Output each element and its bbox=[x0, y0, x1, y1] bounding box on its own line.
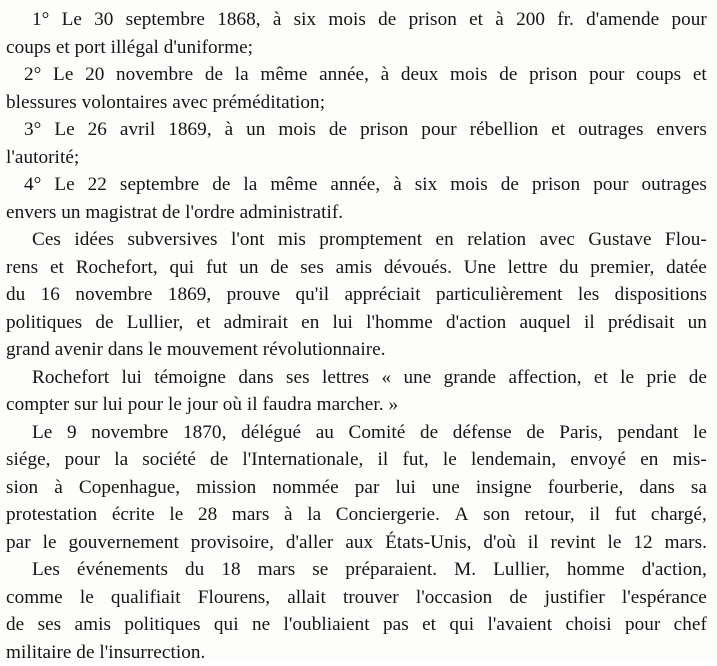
text-word: mois bbox=[450, 61, 488, 89]
text-word: délégué bbox=[241, 419, 301, 447]
text-line-content: militaire de l'insurrection. bbox=[6, 639, 205, 666]
text-word: pas bbox=[383, 611, 409, 639]
text-word: un bbox=[239, 254, 258, 282]
text-word: mois bbox=[328, 6, 366, 34]
text-word: pour bbox=[421, 116, 456, 144]
text-word: promptement bbox=[319, 226, 422, 254]
text-word: le bbox=[693, 419, 707, 447]
text-line bbox=[6, 556, 707, 584]
text-line bbox=[6, 144, 707, 172]
text-word: septembre bbox=[126, 6, 205, 34]
text-word: qualifiait bbox=[111, 584, 181, 612]
text-word: lettres bbox=[322, 364, 369, 392]
text-word: chargé, bbox=[651, 501, 707, 529]
text-word: particulièrement bbox=[436, 281, 563, 309]
text-word: États-Unis, bbox=[385, 529, 471, 557]
text-word: outrages bbox=[642, 171, 707, 199]
text-word: Rochefort bbox=[32, 364, 109, 392]
text-word: ses bbox=[300, 254, 324, 282]
text-word: pour bbox=[625, 611, 660, 639]
text-word: admirait bbox=[224, 309, 288, 337]
text-word: pour bbox=[671, 6, 706, 34]
text-word: l'espérance bbox=[622, 584, 707, 612]
text-word: choisi bbox=[565, 611, 611, 639]
text-word: et bbox=[469, 6, 483, 34]
text-word: novembre bbox=[116, 61, 193, 89]
text-word: la bbox=[114, 446, 128, 474]
text-line bbox=[6, 336, 707, 364]
text-line bbox=[6, 281, 707, 309]
text-word: chef bbox=[674, 611, 707, 639]
text-line-content: l'autorité; bbox=[6, 144, 79, 172]
text-word: qui bbox=[170, 254, 195, 282]
text-word: même bbox=[270, 171, 317, 199]
text-word: et bbox=[197, 309, 211, 337]
text-word: qui bbox=[214, 611, 239, 639]
text-word: ses bbox=[286, 364, 310, 392]
text-word: de bbox=[378, 6, 396, 34]
text-word: en bbox=[436, 226, 454, 254]
text-word: dans bbox=[238, 364, 273, 392]
text-word: le bbox=[608, 529, 622, 557]
text-word: la bbox=[243, 171, 257, 199]
text-word: relation bbox=[467, 226, 526, 254]
text-line bbox=[6, 61, 707, 89]
text-word: amis bbox=[75, 611, 111, 639]
text-word: rébellion bbox=[470, 116, 539, 144]
text-word: à bbox=[225, 116, 234, 144]
text-word: mars bbox=[232, 501, 270, 529]
text-word: ne bbox=[252, 611, 270, 639]
text-word: du bbox=[559, 254, 578, 282]
text-word: prédisait bbox=[608, 309, 675, 337]
text-line bbox=[6, 364, 707, 392]
text-word: avec bbox=[540, 226, 575, 254]
text-word: la bbox=[235, 61, 249, 89]
text-word: de bbox=[210, 446, 228, 474]
text-word: dévoués. bbox=[384, 254, 452, 282]
text-word: Gustave bbox=[588, 226, 651, 254]
text-word: retour, bbox=[525, 501, 575, 529]
text-line-content: envers un magistrat de l'ordre administratif. bbox=[6, 199, 343, 227]
text-word: justifier bbox=[545, 584, 605, 612]
text-word: mois bbox=[278, 116, 316, 144]
text-word: Lullier, bbox=[127, 309, 184, 337]
text-word: « bbox=[381, 364, 391, 392]
text-line bbox=[6, 446, 707, 474]
text-word: à bbox=[381, 61, 390, 89]
text-line bbox=[6, 611, 707, 639]
text-word: l'Internationale, bbox=[242, 446, 363, 474]
text-word: prison bbox=[529, 61, 577, 89]
text-line bbox=[6, 419, 707, 447]
text-word: un bbox=[246, 116, 265, 144]
text-word: subversives bbox=[127, 226, 217, 254]
text-word: mis bbox=[278, 226, 306, 254]
text-word: à bbox=[284, 501, 293, 529]
text-word: et bbox=[50, 254, 64, 282]
text-word: écrite bbox=[112, 501, 155, 529]
text-word: pour bbox=[65, 446, 100, 474]
text-word: amis bbox=[336, 254, 372, 282]
text-word: mis- bbox=[673, 446, 707, 474]
text-word: Flou- bbox=[665, 226, 707, 254]
text-word: provisoire, bbox=[191, 529, 274, 557]
text-word: revint bbox=[551, 529, 596, 557]
text-word: prie bbox=[646, 364, 676, 392]
text-word: un bbox=[688, 309, 707, 337]
text-word: il bbox=[528, 529, 539, 557]
text-word: d'action bbox=[446, 309, 506, 337]
text-word: lui bbox=[121, 364, 141, 392]
text-word: événements bbox=[77, 556, 168, 584]
text-line bbox=[6, 34, 707, 62]
text-word: appréciait bbox=[344, 281, 420, 309]
text-word: 9 bbox=[67, 419, 77, 447]
text-line bbox=[6, 6, 707, 34]
text-word: de bbox=[526, 419, 544, 447]
text-word: avril bbox=[120, 116, 155, 144]
text-word: six bbox=[415, 171, 438, 199]
text-word: politiques bbox=[6, 309, 82, 337]
text-word: 16 bbox=[41, 281, 60, 309]
text-word: premier, bbox=[590, 254, 654, 282]
text-word: coups bbox=[636, 61, 681, 89]
text-word: une bbox=[432, 474, 460, 502]
text-line-content: compter sur lui pour le jour où il faudra marcher. » bbox=[6, 391, 398, 419]
text-word: politiques bbox=[124, 611, 200, 639]
text-word: fut, bbox=[402, 446, 428, 474]
text-word: Conciergerie. bbox=[336, 501, 440, 529]
text-line bbox=[6, 254, 707, 282]
text-word: l'oubliaient bbox=[284, 611, 370, 639]
text-word: d'aller bbox=[286, 529, 334, 557]
text-word: 26 bbox=[88, 116, 107, 144]
text-word: de bbox=[501, 171, 519, 199]
text-word: A bbox=[455, 501, 469, 529]
text-word: à bbox=[393, 171, 402, 199]
text-word: année, bbox=[319, 61, 369, 89]
text-word: mission bbox=[196, 474, 256, 502]
text-word: l'ont bbox=[231, 226, 265, 254]
text-word: siége, bbox=[6, 446, 51, 474]
text-word: de bbox=[420, 419, 438, 447]
text-word: homme bbox=[567, 556, 625, 584]
text-word: 20 bbox=[85, 61, 104, 89]
text-word: 12 bbox=[633, 529, 652, 557]
text-word: grande bbox=[444, 364, 497, 392]
text-word: 22 bbox=[88, 171, 107, 199]
text-word: prison bbox=[532, 171, 580, 199]
text-word: l'homme bbox=[366, 309, 433, 337]
text-word: deux bbox=[401, 61, 439, 89]
text-word: d'action, bbox=[642, 556, 707, 584]
text-word: de bbox=[212, 171, 230, 199]
text-word: 1870, bbox=[183, 419, 226, 447]
text-word: 1° bbox=[32, 6, 49, 34]
text-word: de bbox=[499, 61, 517, 89]
text-word: datée bbox=[666, 254, 707, 282]
text-word: le bbox=[620, 364, 634, 392]
text-word: mois bbox=[450, 171, 488, 199]
text-word: allait bbox=[287, 584, 326, 612]
text-word: l'occasion bbox=[416, 584, 492, 612]
text-word: la bbox=[307, 501, 321, 529]
text-word: mars. bbox=[665, 529, 707, 557]
text-word: qu'il bbox=[296, 281, 330, 309]
text-word: Ces bbox=[32, 226, 61, 254]
text-word: du bbox=[6, 281, 25, 309]
text-word: aux bbox=[345, 529, 373, 557]
text-word: et bbox=[693, 61, 707, 89]
text-word: fourberie, bbox=[548, 474, 624, 502]
text-word: à bbox=[54, 474, 63, 502]
text-word: le bbox=[443, 446, 457, 474]
text-word: 2° bbox=[24, 61, 41, 89]
text-line bbox=[6, 391, 707, 419]
text-word: il bbox=[589, 501, 600, 529]
text-word: d'amende bbox=[586, 6, 659, 34]
text-line bbox=[6, 171, 707, 199]
text-word: prouve bbox=[227, 281, 281, 309]
text-word: 4° bbox=[24, 171, 41, 199]
text-word: novembre bbox=[75, 281, 152, 309]
text-word: M. bbox=[454, 556, 476, 584]
text-word: Le bbox=[53, 61, 73, 89]
text-word: 1869, bbox=[168, 281, 211, 309]
text-word: Le bbox=[54, 171, 74, 199]
text-word: de bbox=[270, 254, 288, 282]
text-word: Copenhague, bbox=[79, 474, 180, 502]
text-word: 30 bbox=[94, 6, 113, 34]
text-word: Comité bbox=[349, 419, 406, 447]
text-word: 3° bbox=[24, 116, 41, 144]
text-word: et bbox=[422, 611, 436, 639]
text-word: Les bbox=[32, 556, 60, 584]
text-line bbox=[6, 529, 707, 557]
text-word: du bbox=[185, 556, 204, 584]
text-word: protestation bbox=[6, 501, 97, 529]
text-word: 28 bbox=[198, 501, 217, 529]
text-word: de bbox=[509, 584, 527, 612]
text-line bbox=[6, 501, 707, 529]
text-line-content: grand avenir dans le mouvement révolutionnaire. bbox=[6, 336, 386, 364]
text-word: gouvernement bbox=[68, 529, 178, 557]
text-word: lettre bbox=[508, 254, 548, 282]
text-word: préparaient. bbox=[345, 556, 437, 584]
text-line bbox=[6, 199, 707, 227]
text-word: Paris, bbox=[559, 419, 602, 447]
text-word: lui bbox=[333, 309, 353, 337]
text-word: outrages bbox=[578, 116, 643, 144]
text-word: Une bbox=[464, 254, 496, 282]
text-word: il bbox=[584, 309, 595, 337]
text-word: sion bbox=[6, 474, 38, 502]
text-word: Rochefort, bbox=[76, 254, 158, 282]
text-word: envoyé bbox=[570, 446, 626, 474]
text-line bbox=[6, 584, 707, 612]
text-line bbox=[6, 116, 707, 144]
text-word: année, bbox=[330, 171, 380, 199]
text-word: qui bbox=[449, 611, 474, 639]
text-word: les bbox=[578, 281, 599, 309]
text-word: 1868, bbox=[217, 6, 260, 34]
text-word: en bbox=[301, 309, 319, 337]
text-line-content: coups et port illégal d'uniforme; bbox=[6, 34, 253, 62]
text-word: fut bbox=[206, 254, 227, 282]
text-line bbox=[6, 474, 707, 502]
text-line bbox=[6, 89, 707, 117]
text-word: au bbox=[316, 419, 334, 447]
text-word: son bbox=[483, 501, 510, 529]
text-word: 18 bbox=[221, 556, 240, 584]
text-word: pour bbox=[593, 171, 628, 199]
text-word: par bbox=[6, 529, 31, 557]
text-word: sa bbox=[691, 474, 707, 502]
text-word: et bbox=[594, 364, 608, 392]
text-word: pour bbox=[589, 61, 624, 89]
text-word: le bbox=[169, 501, 183, 529]
text-word: le bbox=[43, 529, 57, 557]
text-word: Le bbox=[54, 116, 74, 144]
document-text-body bbox=[6, 6, 707, 666]
text-word: se bbox=[312, 556, 328, 584]
text-word: comme bbox=[6, 584, 63, 612]
text-word: en bbox=[640, 446, 658, 474]
text-word: de bbox=[6, 611, 24, 639]
text-word: envers bbox=[657, 116, 707, 144]
text-line bbox=[6, 309, 707, 337]
text-word: ses bbox=[38, 611, 62, 639]
text-word: lui bbox=[396, 474, 416, 502]
text-line bbox=[6, 226, 707, 254]
text-word: d'où bbox=[483, 529, 515, 557]
text-line-content: blessures volontaires avec préméditation; bbox=[6, 89, 325, 117]
text-word: 200 bbox=[516, 6, 545, 34]
text-word: dans bbox=[639, 474, 674, 502]
text-word: nommée bbox=[272, 474, 338, 502]
text-word: 1869, bbox=[168, 116, 211, 144]
text-word: septembre bbox=[120, 171, 199, 199]
text-word: prison bbox=[409, 6, 457, 34]
text-word: à bbox=[273, 6, 282, 34]
text-word: rens bbox=[6, 254, 38, 282]
text-word: trouver bbox=[343, 584, 399, 612]
text-word: Flourens, bbox=[198, 584, 270, 612]
text-word: mars bbox=[258, 556, 296, 584]
text-word: auquel bbox=[519, 309, 570, 337]
text-word: dispositions bbox=[615, 281, 707, 309]
text-word: Lullier, bbox=[493, 556, 550, 584]
text-word: fr. bbox=[557, 6, 574, 34]
text-word: insigne bbox=[476, 474, 532, 502]
text-word: il bbox=[378, 446, 389, 474]
text-word: lendemain, bbox=[471, 446, 556, 474]
text-word: de bbox=[329, 116, 347, 144]
text-word: de bbox=[689, 364, 707, 392]
text-word: et bbox=[551, 116, 565, 144]
text-word: défense bbox=[453, 419, 512, 447]
text-word: fut bbox=[615, 501, 636, 529]
text-word: témoigne bbox=[154, 364, 226, 392]
text-word: affection, bbox=[508, 364, 581, 392]
text-word: six bbox=[294, 6, 317, 34]
text-word: l'avaient bbox=[487, 611, 552, 639]
text-word: même bbox=[260, 61, 307, 89]
text-word: Le bbox=[62, 6, 82, 34]
text-word: novembre bbox=[91, 419, 168, 447]
text-word: de bbox=[95, 309, 113, 337]
text-word: par bbox=[355, 474, 380, 502]
text-word: pendant bbox=[617, 419, 678, 447]
text-word: société bbox=[142, 446, 196, 474]
text-word: à bbox=[495, 6, 504, 34]
text-word: idées bbox=[74, 226, 114, 254]
text-word: le bbox=[80, 584, 94, 612]
text-word: prison bbox=[360, 116, 408, 144]
text-word: Le bbox=[32, 419, 52, 447]
text-word: de bbox=[205, 61, 223, 89]
text-word: une bbox=[403, 364, 431, 392]
